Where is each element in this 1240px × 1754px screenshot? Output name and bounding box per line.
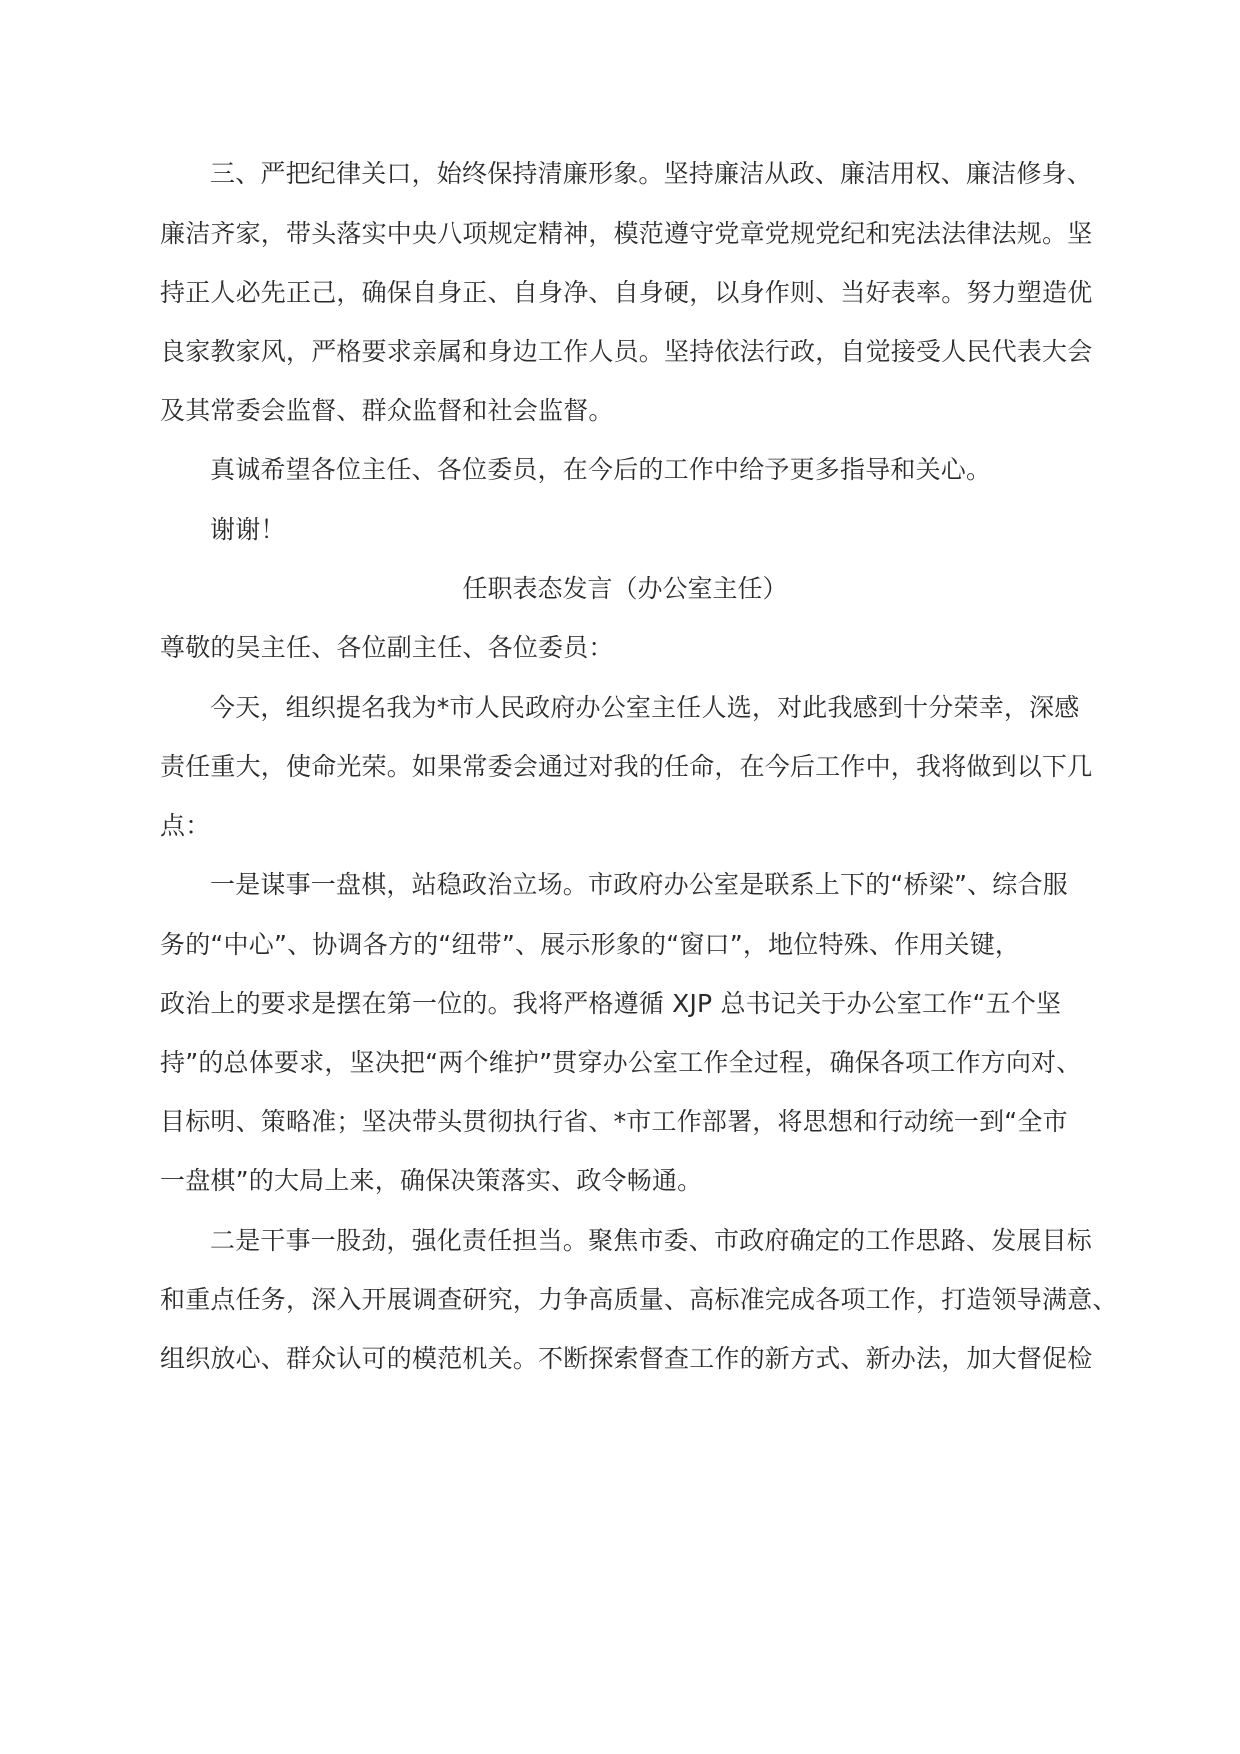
paragraph-line: 持正人必先正己，确保自身正、自身净、自身硬，以身作则、当好表率。努力塑造优 [160,278,1093,307]
paragraph-line: 良家教家风，严格要求亲属和身边工作人员。坚持依法行政，自觉接受人民代表大会 [160,337,1093,366]
salutation: 尊敬的吴主任、各位副主任、各位委员： [160,633,614,662]
paragraph-line: 组织放心、群众认可的模范机关。不断探索督查工作的新方式、新办法，加大督促检 [160,1344,1093,1373]
paragraph-line: 及其常委会监督、群众监督和社会监督。 [160,396,614,425]
paragraph-line: 一盘棋”的大局上来，确保决策落实、政令畅通。 [160,1166,703,1195]
paragraph-line: 点： [160,811,211,840]
paragraph-line: 和重点任务，深入开展调查研究，力争高质量、高标准完成各项工作，打造领导满意、 [160,1285,1118,1314]
paragraph-line: 持”的总体要求，坚决把“两个维护”贯穿办公室工作全过程，确保各项工作方向对、 [160,1048,1082,1077]
paragraph-line: 三、严把纪律关口，始终保持清廉形象。坚持廉洁从政、廉洁用权、廉洁修身、 [210,159,1093,188]
paragraph-line: 务的“中心”、协调各方的“纽带”、展示形象的“窗口”，地位特殊、作用关键， [160,930,1021,959]
thanks-line: 谢谢！ [210,515,286,544]
paragraph-line: 目标明、策略准；坚决带头贯彻执行省、*市工作部署，将思想和行动统一到“全市 [160,1107,1068,1136]
paragraph-line: 廉洁齐家，带头落实中央八项规定精神，模范遵守党章党规党纪和宪法法律法规。坚 [160,219,1093,248]
paragraph-line: 二是干事一股劲，强化责任担当。聚焦市委、市政府确定的工作思路、发展目标 [210,1226,1093,1255]
closing-wish: 真诚希望各位主任、各位委员，在今后的工作中给予更多指导和关心。 [210,455,992,484]
paragraph-line: 责任重大，使命光荣。如果常委会通过对我的任命，在今后工作中，我将做到以下几 [160,752,1093,781]
speech-title: 任职表态发言（办公室主任） [462,574,788,603]
paragraph-line: 一是谋事一盘棋，站稳政治立场。市政府办公室是联系上下的“桥梁”、综合服 [210,870,1068,899]
paragraph-line: 今天，组织提名我为*市人民政府办公室主任人选，对此我感到十分荣幸，深感 [210,693,1080,722]
paragraph-line: 政治上的要求是摆在第一位的。我将严格遵循 XJP 总书记关于办公室工作“五个坚 [160,989,1062,1018]
